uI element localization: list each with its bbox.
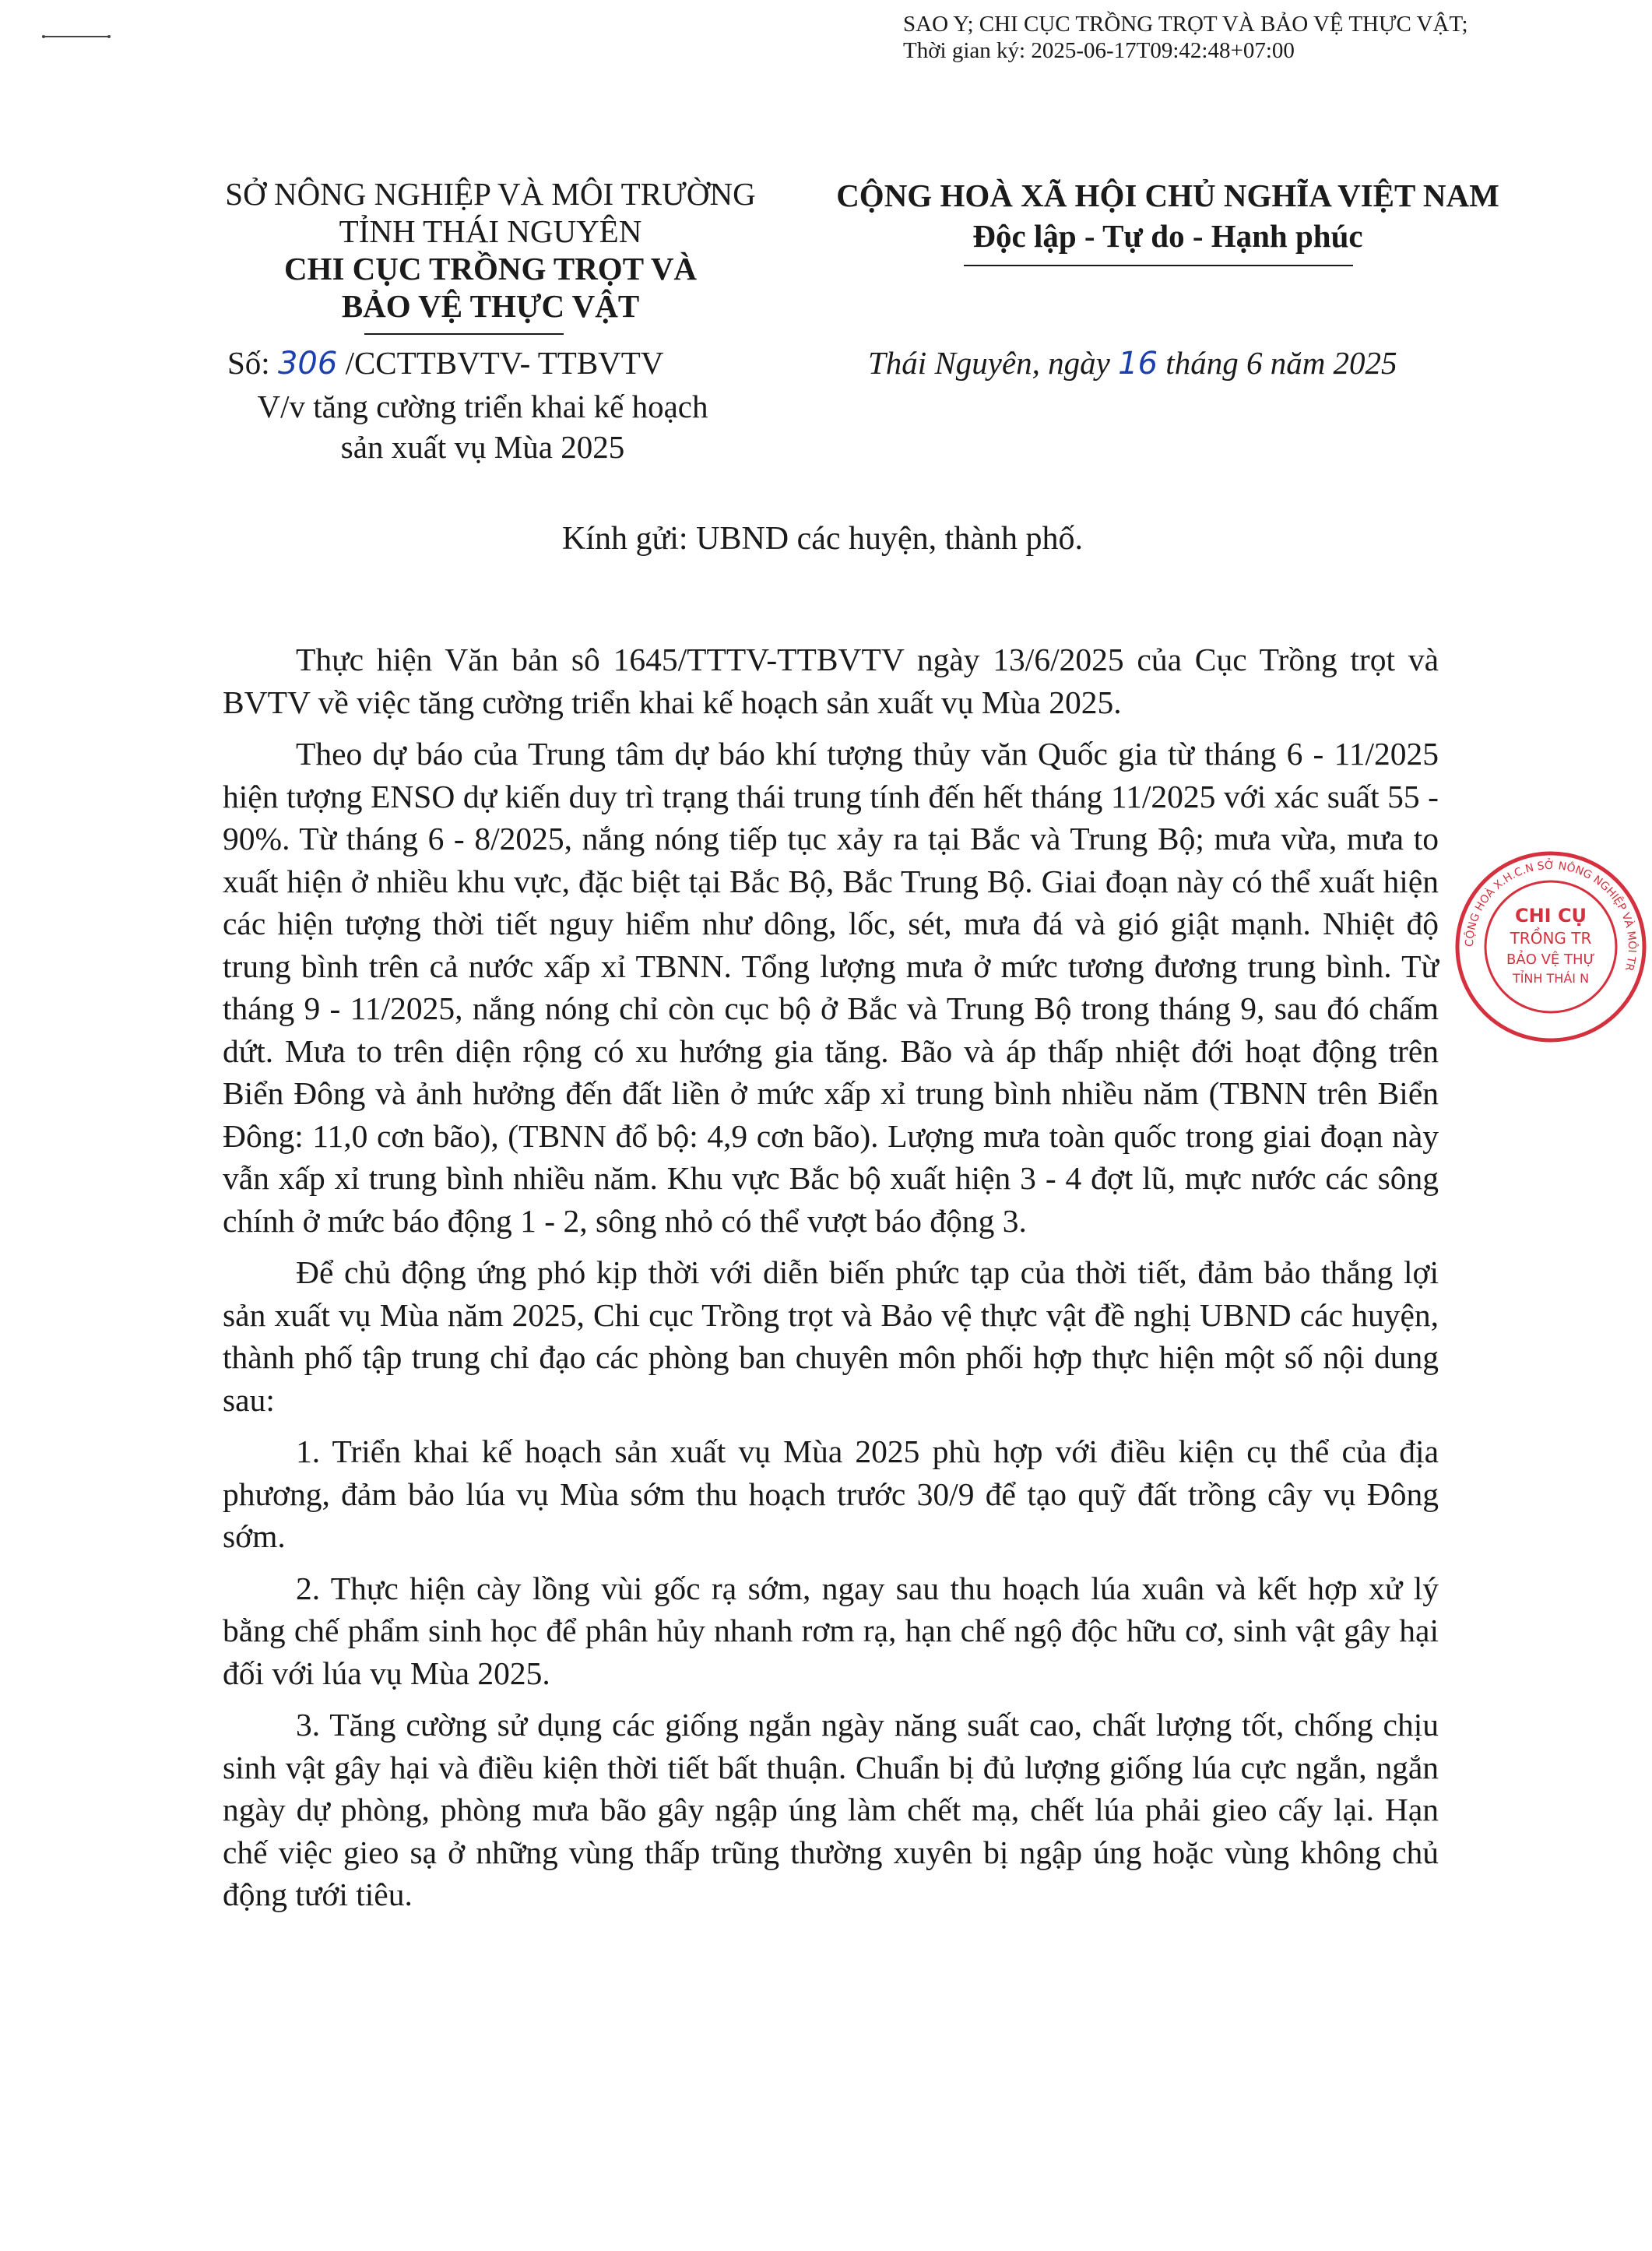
seal-ring-text: CỘNG HOÀ X.H.C.N SỞ NÔNG NGHIỆP VÀ MÔI TR xyxy=(1463,859,1639,973)
official-seal xyxy=(1450,846,1652,1048)
seal-line-4: TỈNH THÁI N xyxy=(1512,971,1590,986)
seal-line-1: CHI CỤ xyxy=(1514,905,1587,927)
document-subject xyxy=(218,386,747,467)
paragraph-forecast: Theo dự báo của Trung tâm dự báo khí tượng thủy văn Quốc gia từ tháng 6 - 11/2025 hiện tượng ENSO dự kiến duy trì trạng thái trung tính đến hết tháng 11/2025 với xác suất 55 - 90%. Từ tháng 6 - 8/2025, nắng nóng tiếp tục xảy ra tại Bắc và Trung Bộ; mưa vừa, mưa to xuất hiện ở nhiều khu vực, đặc biệt tại Bắc Bộ, Bắc Trung Bộ. Giai đoạn này có thể xuất hiện các hiện tượng thời tiết nguy hiểm như dông, lốc, sét, mưa đá và gió giật mạnh. Nhiệt độ trung bình trên cả nước xấp xỉ TBNN. Tổng lượng mưa ở mức tương đương trung bình. Từ tháng 9 - 11/2025, nắng nóng chỉ còn cục bộ ở Bắc và Trung Bộ trong tháng 9, sau đó chấm dứt. Mưa to trên diện rộng có xu hướng gia tăng. Bão và áp thấp nhiệt đới hoạt động trên Biển Đông và ảnh hưởng đến đất liền ở mức xấp xỉ trung bình nhiều năm (TBNN trên Biển Đông: 11,0 cơn bão), (TBNN đổ bộ: 4,9 cơn bão). Lượng mưa toàn quốc trong giai đoạn này vẫn xấp xỉ trung bình nhiều năm. Khu vực Bắc bộ xuất hiện 3 - 4 đợt lũ, mực nước các sông chính ở mức báo động 1 - 2, sông nhỏ có thể vượt báo động 3. xyxy=(223,736,1439,1239)
national-motto: Độc lập - Tự do - Hạnh phúc xyxy=(972,218,1363,254)
issuer-province: TỈNH THÁI NGUYÊN xyxy=(339,213,642,249)
signature-time-line: Thời gian ký: 2025-06-17T09:42:48+07:00 xyxy=(903,38,1295,63)
scan-mark xyxy=(42,34,112,39)
paragraph-request: Để chủ động ứng phó kịp thời với diễn biến phức tạp của thời tiết, đảm bảo thắng lợi sản xuất vụ Mùa năm 2025, Chi cục Trồng trọt và Bảo vệ thực vật đề nghị UBND các huyện, thành phố tập trung chỉ đạo các phòng ban chuyên môn phối hợp thực hiện một số nội dung sau: xyxy=(223,1254,1439,1418)
document-number xyxy=(227,344,663,382)
seal-line-3: BẢO VỆ THỰ xyxy=(1506,951,1595,968)
national-header xyxy=(794,175,1541,256)
paragraph-item-1: 1. Triển khai kế hoạch sản xuất vụ Mùa 2025 phù hợp với điều kiện cụ thể của địa phương, đảm bảo lúa vụ Mùa sớm thu hoạch trước 30/9 để tạo quỹ đất trồng cây vụ Đông sớm. xyxy=(223,1433,1439,1554)
subject-line1: V/v tăng cường triển khai kế hoạch xyxy=(257,389,708,424)
date-prefix: Thái Nguyên, ngày xyxy=(868,345,1119,381)
doc-number-handwritten: 306 xyxy=(277,346,338,382)
issuer-department: SỞ NÔNG NGHIỆP VÀ MÔI TRƯỜNG xyxy=(225,176,756,212)
subject-line2: sản xuất vụ Mùa 2025 xyxy=(340,429,625,465)
date-day-handwritten: 16 xyxy=(1118,346,1158,382)
document-body xyxy=(223,638,1439,1926)
issuer-header xyxy=(202,175,779,325)
issuer-agency-line1: CHI CỤC TRỒNG TRỌT VÀ xyxy=(283,251,698,287)
paragraph-item-2: 2. Thực hiện cày lồng vùi gốc rạ sớm, ngay sau thu hoạch lúa xuân và kết hợp xử lý bằng chế phẩm sinh học để phân hủy nhanh rơm rạ, hạn chế ngộ độc hữu cơ, sinh vật gây hại đối với lúa vụ Mùa 2025. xyxy=(223,1570,1439,1691)
paragraph-reference: Thực hiện Văn bản sô 1645/TTTV-TTBVTV ngày 13/6/2025 của Cục Trồng trọt và BVTV về việc tăng cường triển khai kế hoạch sản xuất vụ Mùa 2025. xyxy=(223,642,1439,720)
digital-signature-note xyxy=(903,11,1588,64)
doc-number-suffix: /CCTTBVTV- TTBVTV xyxy=(337,345,664,381)
issuer-underline xyxy=(364,333,564,335)
recipient: Kính gửi: UBND các huyện, thành phố. xyxy=(562,521,1083,557)
doc-number-prefix: Số: xyxy=(227,345,278,381)
document-date xyxy=(868,344,1397,382)
motto-underline xyxy=(964,265,1353,266)
seal-line-2: TRỒNG TR xyxy=(1510,929,1592,948)
issuer-agency-line2: BẢO VỆ THỰC VẬT xyxy=(341,288,640,324)
date-suffix: tháng 6 năm 2025 xyxy=(1158,345,1397,381)
signature-copy-line: SAO Y; CHI CỤC TRỒNG TRỌT VÀ BẢO VỆ THỰC VẬT; xyxy=(903,12,1468,37)
national-name: CỘNG HOÀ XÃ HỘI CHỦ NGHĨA VIỆT NAM xyxy=(836,178,1499,213)
paragraph-item-3: 3. Tăng cường sử dụng các giống ngắn ngày năng suất cao, chất lượng tốt, chống chịu sinh vật gây hại và điều kiện thời tiết bất thuận. Chuẩn bị đủ lượng giống lúa cực ngắn, ngắn ngày dự phòng, phòng mưa bão gây ngập úng làm chết mạ, chết lúa phải gieo cấy lại. Hạn chế việc gieo sạ ở những vùng thấp trũng thường xuyên bị ngập úng hoặc vùng không chủ động tưới tiêu. xyxy=(223,1707,1439,1912)
